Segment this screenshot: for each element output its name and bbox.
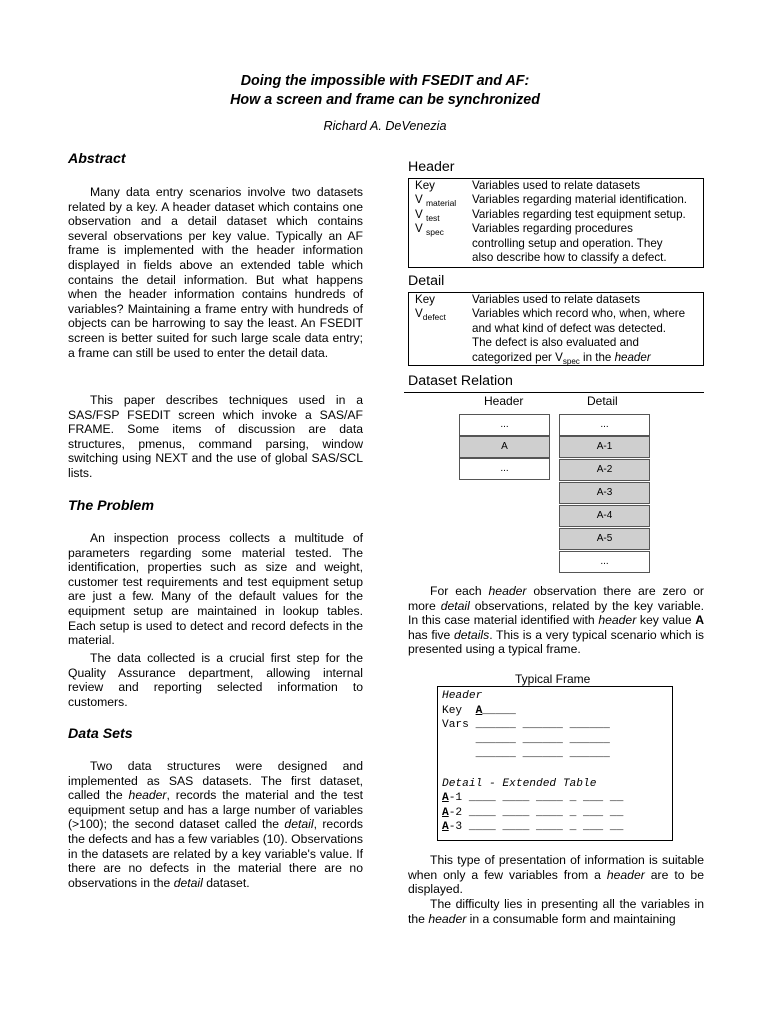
table-row: V $_{test}$ Variables regarding test equipment setup. [415,207,686,223]
paper-title-line-2: How a screen and frame can be synchronized [230,92,540,108]
table-row: V $_{spec}$ Variables regarding procedures [415,222,633,238]
detail-cell: ... [559,551,650,573]
header-cell: ... [459,458,550,480]
typical-frame-title: Typical Frame [515,672,591,686]
relation-detail-label: Detail [587,394,618,408]
problem-paragraph-1: An inspection process collects a multitude of parameters regarding some material tested. The identification, properties such as size and weight, customer test requirements and test equipment setup are just a few. Many of the default values for the equipment setup are maintained in lookup tables. Each setup is used to detect and record defects in the material. [68,531,363,648]
detail-cell: A-4 [559,505,650,527]
closing-paragraph-2: The difficulty lies in presenting all the variables in the header in a consumable form and maintaining [408,897,704,926]
header-table [408,178,704,268]
header-cell: ... [459,414,550,436]
header-cell-key-a: A [459,436,550,458]
detail-cell: A-1 [559,436,650,458]
detail-table-heading: Detail [408,273,445,289]
detail-cell: A-5 [559,528,650,550]
typical-frame: Header Key A_____ Vars ______ ______ ______ ______ ______ ______ ______ ______ ______ Detail - Extended Table A-1 ____ ____ ____ _ ___ __ A-2 ____ ____ ____ _ ___ __ A-3 ____ ____ ____ _ ___ __ [437,686,673,841]
closing-paragraph-1: This type of presentation of information is suitable when only a few variables from a header are to be displayed. [408,853,704,897]
header-table-heading: Header [408,159,455,175]
relation-divider [404,392,704,393]
table-row: and what kind of defect was detected. [472,321,666,335]
table-row: also describe how to classify a defect. [472,250,667,264]
detail-cell: A-3 [559,482,650,504]
table-row: controlling setup and operation. They [472,236,663,250]
table-row: The defect is also evaluated and [472,336,639,350]
problem-paragraph-2: The data collected is a crucial first step for the Quality Assurance department, allowing internal review and reporting selected information to customers. [68,651,363,709]
detail-cell: ... [559,414,650,436]
datasets-heading: Data Sets [68,726,133,742]
paper-title-line-1: Doing the impossible with FSEDIT and AF: [240,73,530,89]
dataset-relation-heading: Dataset Relation [408,373,513,389]
abstract-heading: Abstract [68,151,126,167]
table-row: Key Variables used to relate datasets [415,293,640,306]
table-row: $V_{defect}$ Variables which record who, when, where [415,307,686,323]
detail-cell: A-2 [559,459,650,481]
table-row: categorized per $V_{spec}$ in the header [472,350,651,366]
table-row: Key Variables used to relate datasets [415,179,640,192]
abstract-paragraph-2: This paper describes techniques used in a SAS/FSP FSEDIT screen which invoke a SAS/AF FRAME. Some items of discussion are data structures, pmenus, command parsing, window switching using NEXT and the use of global SAS/SCL lists. [68,393,363,480]
author: Richard A. DeVenezia [323,119,447,133]
problem-heading: The Problem [68,498,154,514]
relation-paragraph: For each header observation there are zero or more detail observations, related by the key variable. In this case material identified with header key value A has five details. This is a very typical scenario which is presented using a typical frame. [408,584,705,657]
detail-table [408,292,704,366]
datasets-paragraph: Two data structures were designed and implemented as SAS datasets. The first dataset, called the header, records the material and the test equipment setup and has a large number of variables (>100); the second dataset called the detail, records the defects and has a few variables (10). Observations in the datasets are related by a key variable's value. If there are no defects in the material there are no observations in the detail dataset. [68,759,363,890]
relation-header-label: Header [484,394,524,408]
table-row: V $_{material}$ Variables regarding material identification. [415,193,688,209]
abstract-paragraph-1: Many data entry scenarios involve two datasets related by a key. A header dataset which contains one observation and a detail dataset which contains several observations per key value. Typically an AF frame is implemented with the header information displayed in fields above an extended table which contains the detail information. But what happens when the header information contains hundreds of variables? Maintaining a frame entry with hundreds of objects can be harrowing to say the least. An FSEDIT screen is better suited for such large scale data entry; a frame can still be used to enter the detail data. [68,185,363,360]
